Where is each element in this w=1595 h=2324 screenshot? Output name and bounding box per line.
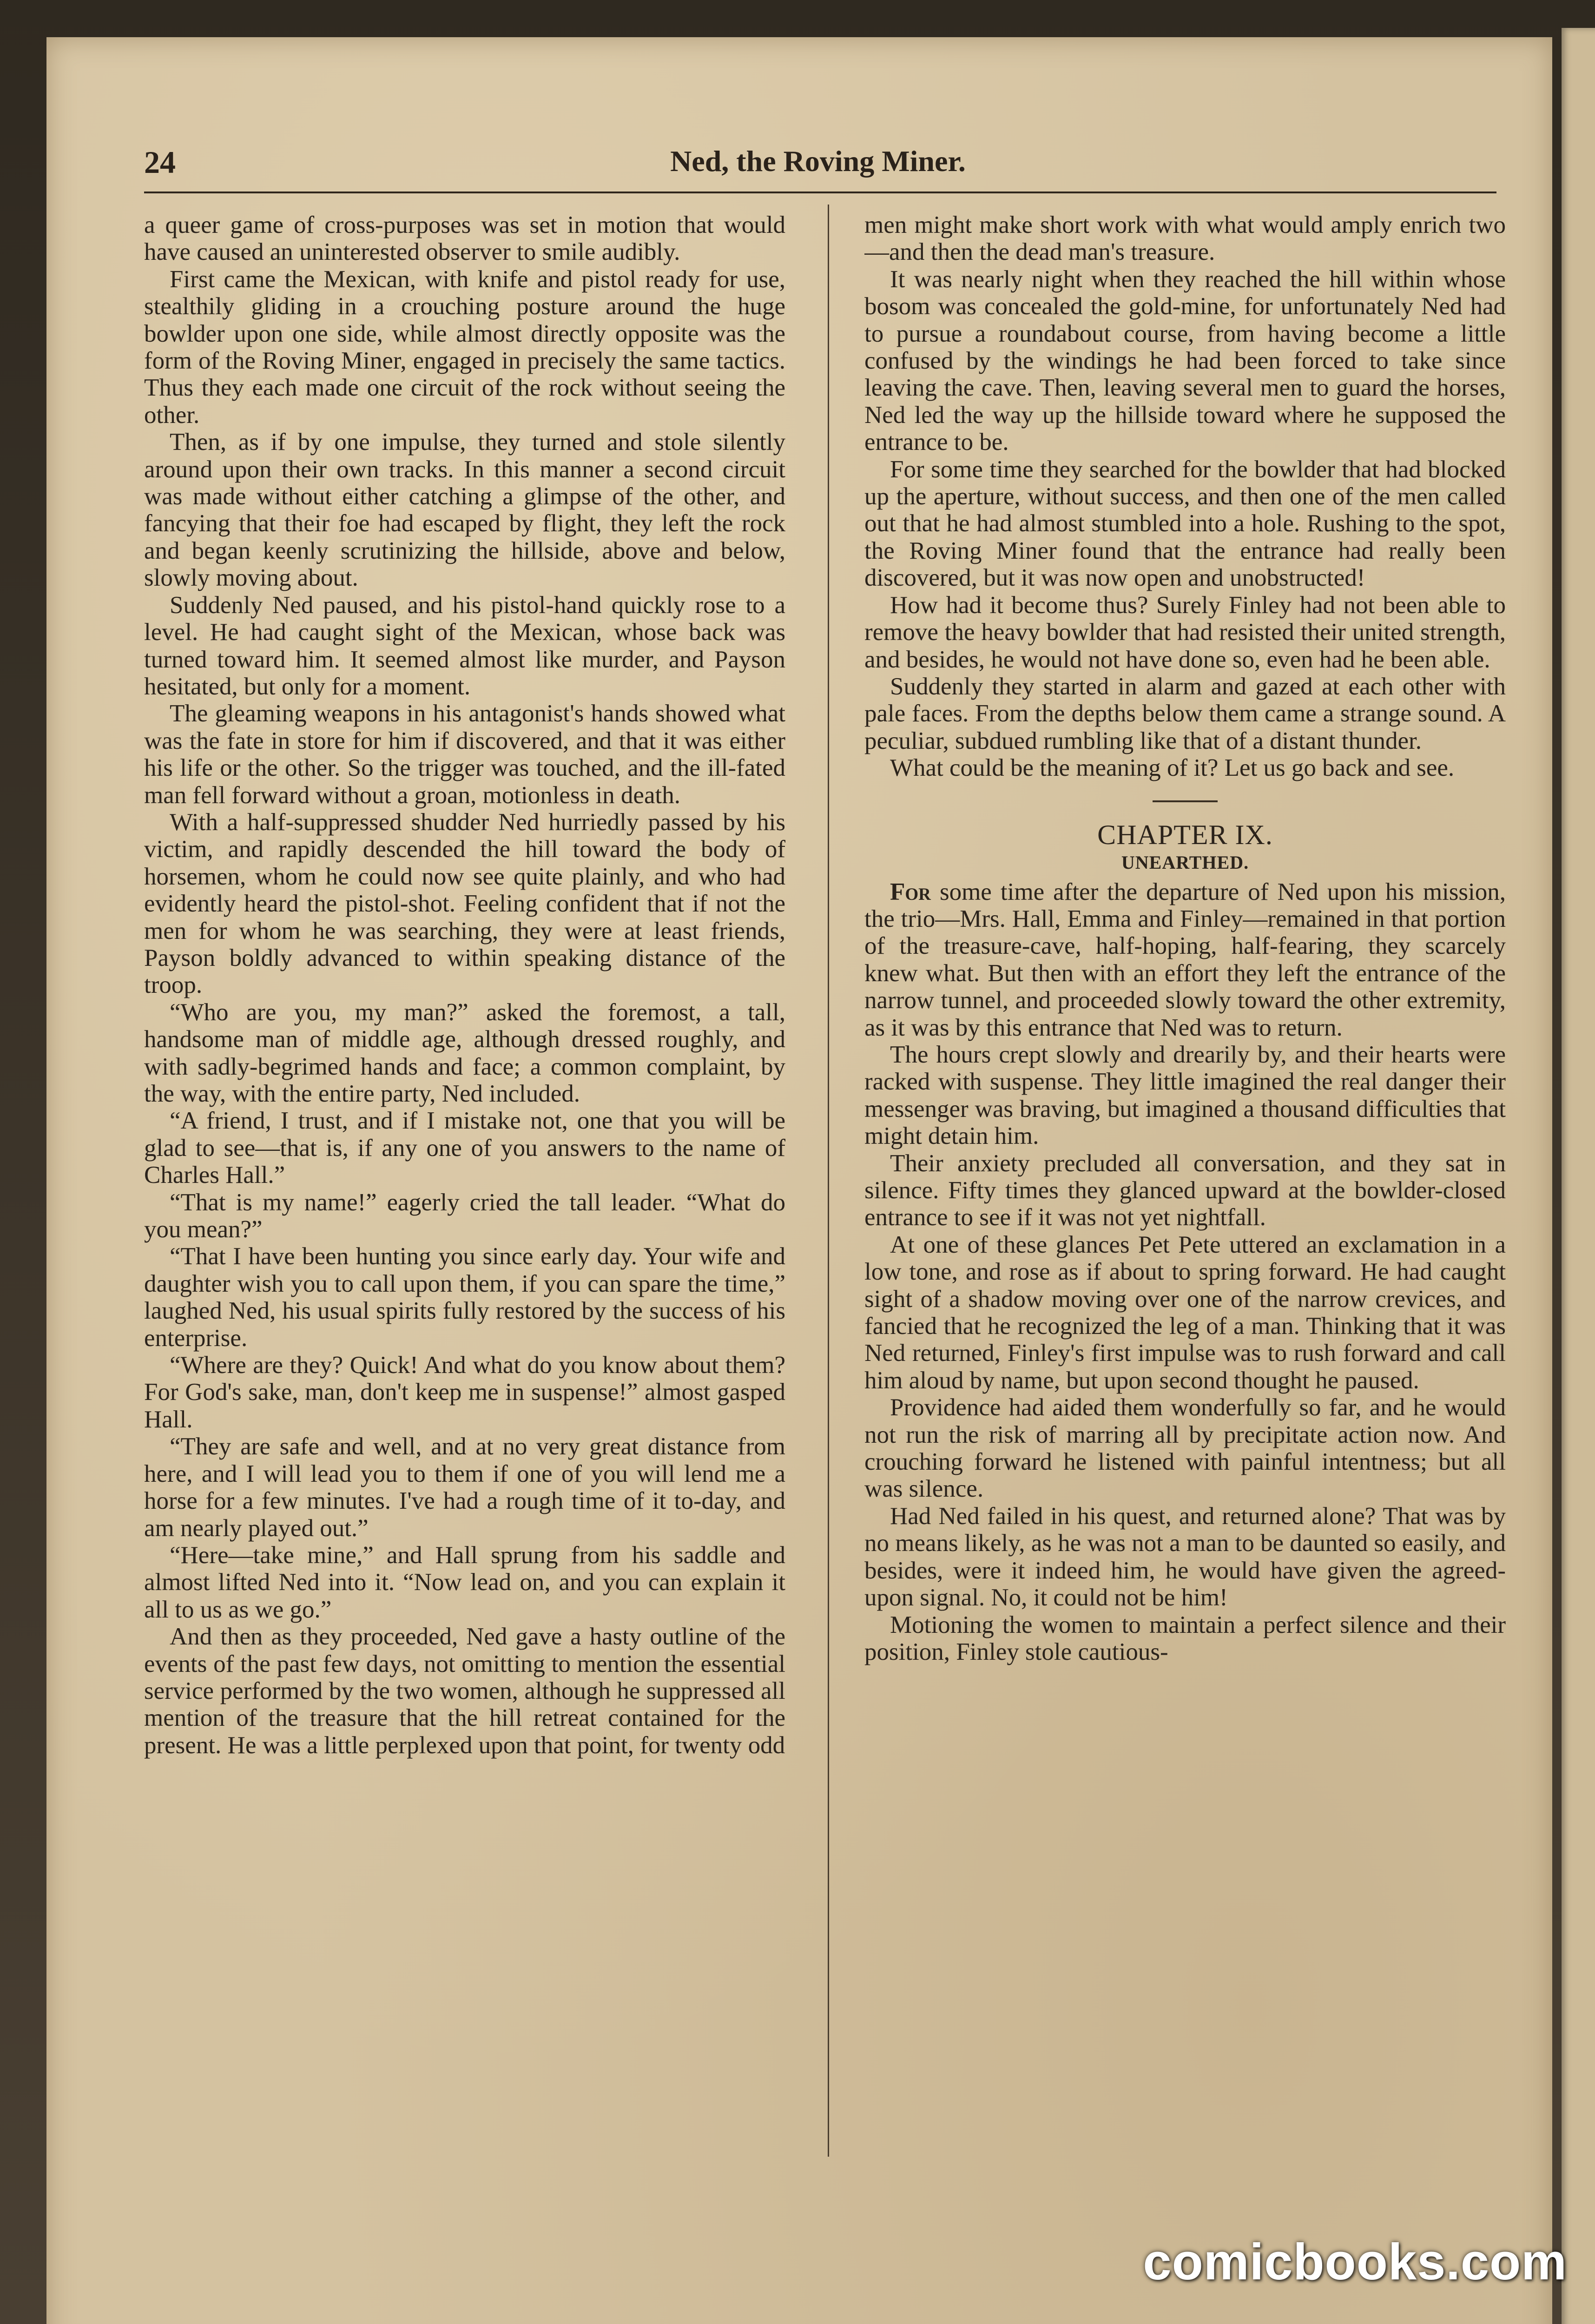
page-header xyxy=(144,139,1496,195)
paragraph: Their anxiety precluded all conversation, and they sat in silence. Fifty times they glanced upward at the bowlder-closed entrance to see if it was not yet nightfall. xyxy=(864,1149,1506,1231)
paragraph: First came the Mexican, with knife and pistol ready for use, stealthily gliding in a crouching posture around the huge bowlder upon one side, while almost directly opposite was the form of the Roving Miner, engaged in precisely the same tactics. Thus they each made one circuit of the rock without seeing the other. xyxy=(144,265,785,429)
paragraph: With a half-suppressed shudder Ned hurriedly passed by his victim, and rapidly descended the hill toward the body of horsemen, whom he could now see quite plainly, and who had evidently heard the pistol-shot. Feeling confident that if not the men for whom he was searching, they were at least friends, Payson boldly advanced to within speaking distance of the troop. xyxy=(144,808,785,999)
column-divider xyxy=(828,205,829,2157)
section-rule xyxy=(1153,800,1218,802)
chapter-first-paragraph xyxy=(864,878,1506,1041)
paragraph: Providence had aided them wonderfully so far, and he would not run the risk of marring all by precipitate action now. And crouching forward he listened with painful intentness; but all was silence. xyxy=(864,1394,1506,1503)
paragraph: “They are safe and well, and at no very great distance from here, and I will lead you to them if one of you will lend me a horse for a few minutes. I've had a rough time of it to-day, and am nearly played out.” xyxy=(144,1433,785,1542)
paragraph: Suddenly Ned paused, and his pistol-hand quickly rose to a level. He had caught sight of the Mexican, whose back was turned toward him. It seemed almost like murder, and Payson hesitated, but only for a moment. xyxy=(144,591,785,700)
chapter-subtitle: UNEARTHED. xyxy=(1121,852,1249,873)
paragraph: “Where are they? Quick! And what do you know about them? For God's sake, man, don't keep me in suspense!” almost gasped Hall. xyxy=(144,1352,785,1433)
paragraph: At one of these glances Pet Pete uttered an exclamation in a low tone, and rose as if about to spring forward. He had caught sight of a shadow moving over one of the narrow crevices, and fancied that he recognized the leg of a man. Thinking that it was Ned returned, Finley's first impulse was to rush forward and call him aloud by name, but upon second thought he paused. xyxy=(864,1231,1506,1394)
paragraph: “Here—take mine,” and Hall sprung from his saddle and almost lifted Ned into it. “Now lead on, and you can explain it all to us as we go.” xyxy=(144,1541,785,1623)
paragraph: “Who are you, my man?” asked the foremost, a tall, handsome man of middle age, although dressed roughly, and with sadly-begrimed hands and face; a common complaint, by the way, with the entire party, Ned included. xyxy=(144,998,785,1107)
paragraph: “That I have been hunting you since early day. Your wife and daughter wish you to call upon them, if you can spare the time,” laughed Ned, his usual spirits fully restored by the success of his enterprise. xyxy=(144,1243,785,1352)
paragraph: Then, as if by one impulse, they turned and stole silently around upon their own tracks. In this manner a second circuit was made without either catching a glimpse of the other, and fancying that their foe had escaped by flight, they left the rock and began keenly scrutinizing the hillside, above and below, slowly moving about. xyxy=(144,429,785,592)
paragraph: “A friend, I trust, and if I mistake not, one that you will be glad to see—that is, if any one of you answers to the name of Charles Hall.” xyxy=(144,1107,785,1189)
paragraph: The hours crept slowly and drearily by, and their hearts were racked with suspense. They little imagined the real danger their messenger was braving, but imagined a thousand difficulties that might detain him. xyxy=(864,1041,1506,1150)
right-column xyxy=(864,211,1506,2164)
watermark: comicbooks.com xyxy=(1143,2233,1567,2291)
paragraph: Had Ned failed in his quest, and returned alone? That was by no means likely, as he was not a man to be daunted so easily, and besides, were it indeed him, he would have given the agreed-upon signal. No, it could not be him! xyxy=(864,1502,1506,1611)
paragraph: a queer game of cross-purposes was set in motion that would have caused an uninterested observer to smile audibly. xyxy=(144,211,785,266)
paragraph: men might make short work with what would amply enrich two—and then the dead man's treasure. xyxy=(864,211,1506,266)
adjacent-page-edge xyxy=(1562,28,1595,2324)
paragraph-text: some time after the departure of Ned upon his mission, the trio—Mrs. Hall, Emma and Finley—remained in that portion of the treasure-cave, half-hoping, half-fearing, they scarcely knew what. But then with an effort they left the entrance of the narrow tunnel, and proceeded slowly toward the other extremity, as it was by this entrance that Ned was to return. xyxy=(864,878,1506,1041)
paragraph: Motioning the women to maintain a perfect silence and their position, Finley stole cautious- xyxy=(864,1611,1506,1665)
paragraph: Suddenly they started in alarm and gazed at each other with pale faces. From the depths below them came a strange sound. A peculiar, subdued rumbling like that of a distant thunder. xyxy=(864,673,1506,754)
paragraph: It was nearly night when they reached the hill within whose bosom was concealed the gold-mine, for unfortunately Ned had to pursue a roundabout course, from having become a little confused by the windings he had been forced to take since leaving the cave. Then, leaving several men to guard the horses, Ned led the way up the hillside toward where he supposed the entrance to be. xyxy=(864,265,1506,456)
paragraph: The gleaming weapons in his antagonist's hands showed what was the fate in store for him if discovered, and that it was either his life or the other. So the trigger was touched, and the ill-fated man fell forward without a groan, motionless in death. xyxy=(144,700,785,809)
left-column xyxy=(144,211,785,2164)
header-rule xyxy=(144,191,1496,193)
running-title: Ned, the Roving Miner. xyxy=(670,145,966,178)
paragraph: What could be the meaning of it? Let us go back and see. xyxy=(890,754,1455,782)
paragraph: For some time they searched for the bowlder that had blocked up the aperture, without success, and then one of the men called out that he had almost stumbled into a hole. Rushing to the spot, the Roving Miner found that the entrance had really been discovered, but it was now open and unobstructed! xyxy=(864,456,1506,592)
paragraph: And then as they proceeded, Ned gave a hasty outline of the events of the past few days, not omitting to mention the essential service performed by the two women, although he suppressed all mention of the treasure that the hill retreat contained for the present. He was a little perplexed upon that point, for twenty odd xyxy=(144,1623,785,1759)
paragraph: How had it become thus? Surely Finley had not been able to remove the heavy bowlder that had resisted their united strength, and besides, he would not have done so, even had he been able. xyxy=(864,591,1506,673)
paragraph: “That is my name!” eagerly cried the tall leader. “What do you mean?” xyxy=(144,1188,785,1243)
lead-word: For xyxy=(890,878,931,905)
page-number: 24 xyxy=(144,145,176,180)
chapter-title: CHAPTER IX. xyxy=(1097,819,1273,850)
